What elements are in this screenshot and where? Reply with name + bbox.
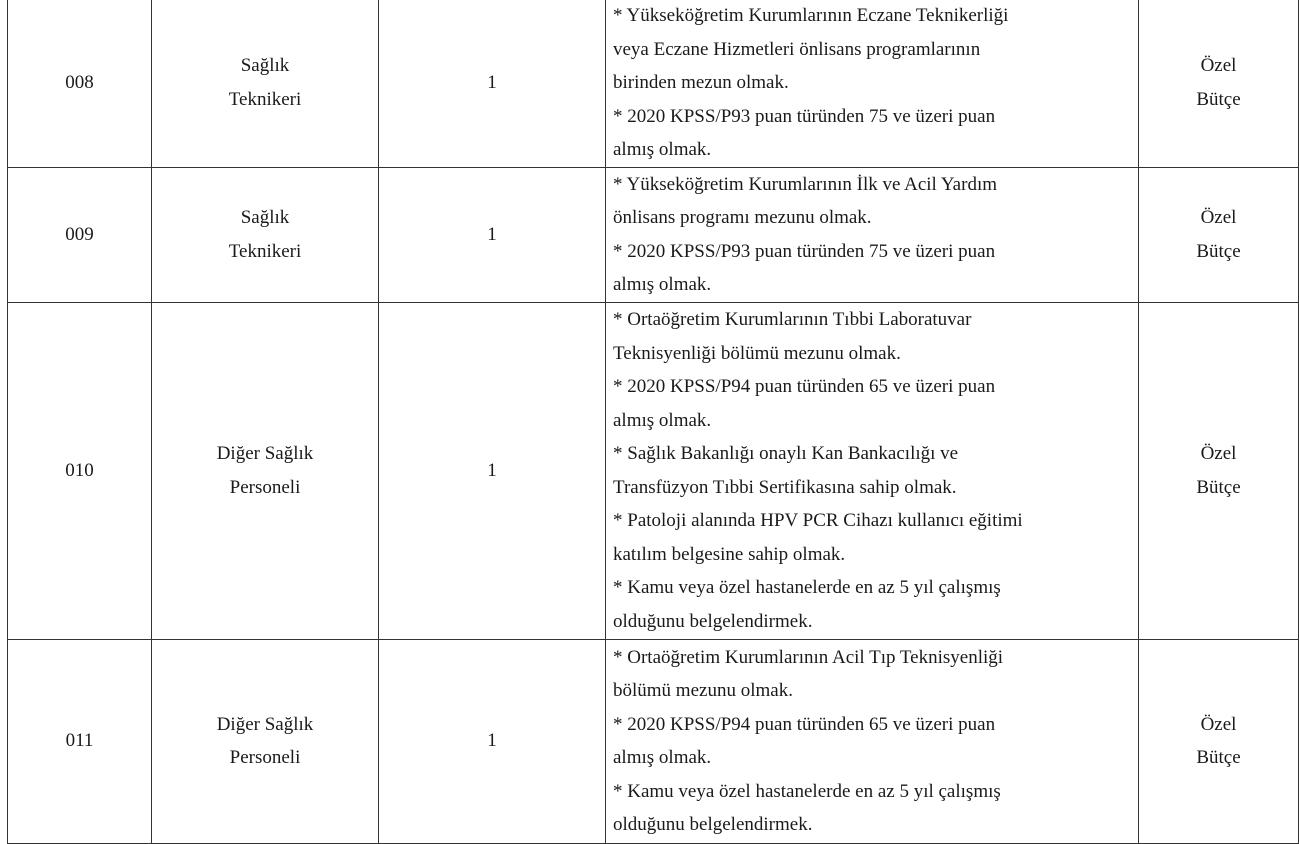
position-code-cell: 010: [8, 302, 152, 639]
position-title-cell: [152, 639, 379, 843]
budget-type-cell: [1139, 639, 1299, 843]
budget-type-line: Bütçe: [1196, 240, 1241, 262]
requirement-line: katılım belgesine sahip olmak.: [613, 543, 846, 565]
requirement-line: Teknisyenliği bölümü mezunu olmak.: [613, 342, 901, 364]
requirement-line: * Sağlık Bakanlığı onaylı Kan Bankacılığı ve: [613, 443, 959, 464]
positions-table: [7, 0, 1299, 844]
requirement-line: birinden mezun olmak.: [613, 72, 789, 93]
requirement-line: * Yükseköğretim Kurumlarının Eczane Teknikerliği: [613, 5, 1009, 26]
requirement-line: olduğunu belgelendirmek.: [613, 814, 813, 835]
positions-table-container: [7, 0, 1241, 844]
position-title-line: Sağlık: [240, 207, 290, 228]
position-title-cell: [152, 302, 379, 639]
position-title-line: Teknikeri: [228, 240, 302, 262]
budget-type-line: Bütçe: [1196, 747, 1241, 768]
position-code-cell: 011: [8, 639, 152, 843]
budget-type-line: Özel: [1200, 55, 1237, 77]
requirement-line: * 2020 KPSS/P94 puan türünden 65 ve üzeri puan: [613, 713, 996, 735]
requirement-line: * Kamu veya özel hastanelerde en az 5 yıl çalışmış: [613, 577, 1001, 598]
position-count-cell: 1: [379, 167, 606, 302]
budget-type-line: Bütçe: [1196, 88, 1241, 110]
requirement-line: almış olmak.: [613, 747, 712, 768]
requirement-line: almış olmak.: [613, 274, 712, 295]
table-row: [8, 639, 1299, 843]
requirement-line: * Ortaöğretim Kurumlarının Acil Tıp Teknisyenliği: [613, 646, 1004, 668]
budget-type-line: Özel: [1200, 207, 1237, 228]
budget-type-cell: [1139, 167, 1299, 302]
position-count-cell: 1: [379, 639, 606, 843]
requirement-line: * 2020 KPSS/P93 puan türünden 75 ve üzeri puan: [613, 240, 996, 262]
requirements-cell: [606, 167, 1139, 302]
position-title-cell: [152, 167, 379, 302]
budget-type-line: Özel: [1200, 713, 1237, 735]
requirement-line: * Patoloji alanında HPV PCR Cihazı kullanıcı eğitimi: [613, 510, 1023, 531]
requirement-line: * 2020 KPSS/P93 puan türünden 75 ve üzeri puan: [613, 105, 996, 127]
position-title-line: Sağlık: [240, 55, 290, 77]
position-title-line: Teknikeri: [228, 88, 302, 110]
requirement-line: * Yükseköğretim Kurumlarının İlk ve Acil Yardım: [613, 173, 997, 195]
requirements-cell: [606, 0, 1139, 167]
table-row: [8, 0, 1299, 167]
requirement-line: önlisans programı mezunu olmak.: [613, 207, 872, 228]
position-count-cell: 1: [379, 302, 606, 639]
requirement-line: olduğunu belgelendirmek.: [613, 610, 813, 632]
requirement-line: * 2020 KPSS/P94 puan türünden 65 ve üzeri puan: [613, 376, 996, 397]
requirements-cell: [606, 639, 1139, 843]
requirement-line: Transfüzyon Tıbbi Sertifikasına sahip olmak.: [613, 476, 957, 498]
table-row: [8, 302, 1299, 639]
budget-type-cell: [1139, 0, 1299, 167]
position-code-cell: 009: [8, 167, 152, 302]
position-title-line: Diğer Sağlık: [216, 713, 314, 735]
budget-type-line: Bütçe: [1196, 476, 1241, 498]
position-title-line: Personeli: [229, 747, 301, 768]
requirement-line: almış olmak.: [613, 409, 712, 431]
position-code-cell: 008: [8, 0, 152, 167]
requirements-cell: [606, 302, 1139, 639]
position-title-line: Diğer Sağlık: [216, 443, 314, 464]
requirement-line: * Ortaöğretim Kurumlarının Tıbbi Laboratuvar: [613, 309, 972, 330]
requirement-line: almış olmak.: [613, 139, 712, 160]
budget-type-cell: [1139, 302, 1299, 639]
table-row: [8, 167, 1299, 302]
position-count-cell: 1: [379, 0, 606, 167]
position-title-cell: [152, 0, 379, 167]
requirement-line: * Kamu veya özel hastanelerde en az 5 yıl çalışmış: [613, 780, 1001, 802]
budget-type-line: Özel: [1200, 443, 1237, 464]
requirement-line: veya Eczane Hizmetleri önlisans programlarının: [613, 38, 981, 60]
requirement-line: bölümü mezunu olmak.: [613, 680, 793, 701]
position-title-line: Personeli: [229, 476, 301, 498]
